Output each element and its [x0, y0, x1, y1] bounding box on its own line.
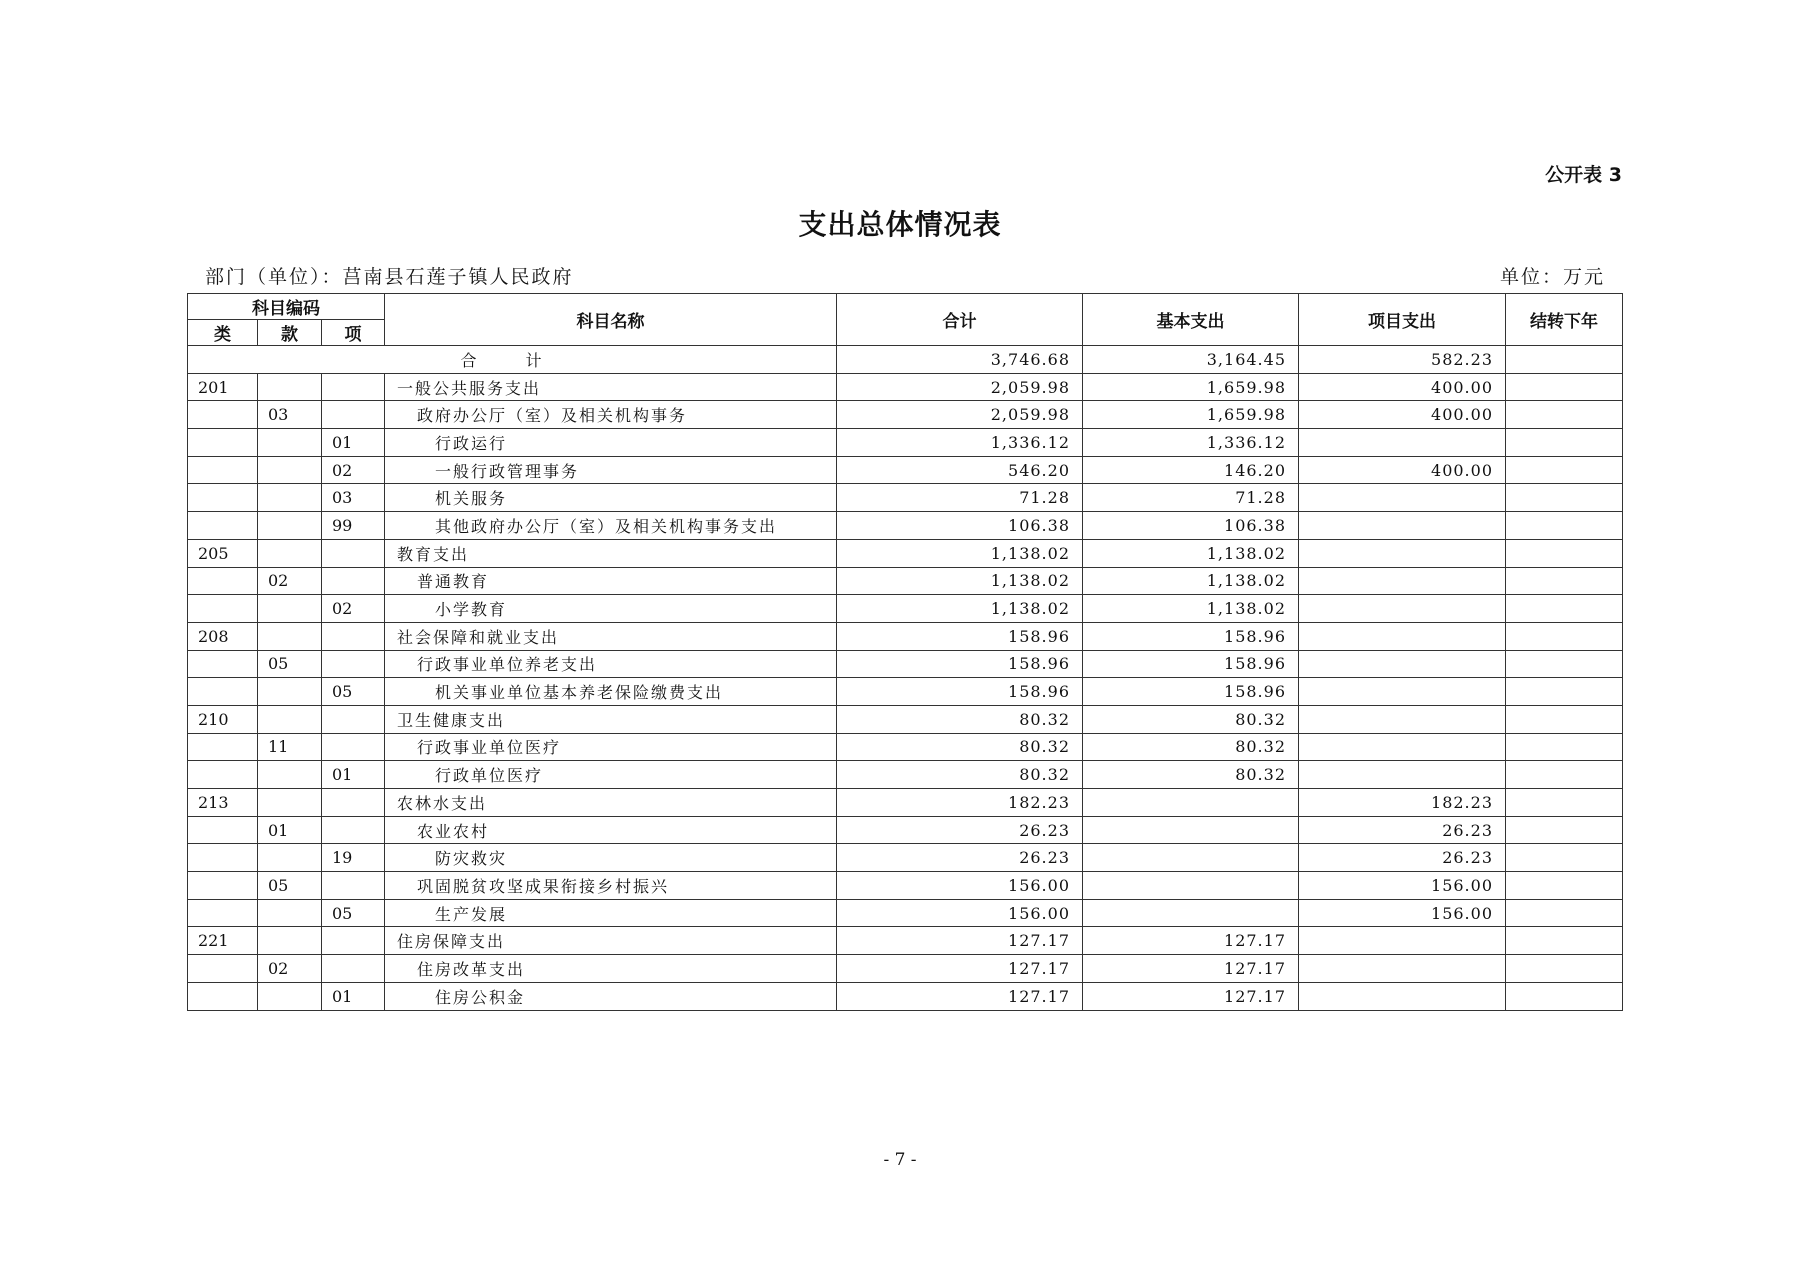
cell-total: 1,138.02 [837, 539, 1083, 567]
cell-kuan [258, 844, 322, 872]
table-row [188, 595, 1623, 623]
cell-name: 行政运行 [385, 429, 837, 457]
cell-xiang [322, 872, 385, 900]
cell-lei [188, 733, 258, 761]
cell-kuan [258, 595, 322, 623]
cell-project [1299, 982, 1506, 1010]
cell-basic: 1,138.02 [1083, 567, 1299, 595]
table-row [188, 401, 1623, 429]
cell-total: 158.96 [837, 622, 1083, 650]
cell-carryover [1506, 539, 1623, 567]
cell-name: 住房公积金 [385, 982, 837, 1010]
cell-basic [1083, 899, 1299, 927]
cell-lei [188, 955, 258, 983]
header-kuan: 款 [258, 320, 322, 346]
cell-total: 1,138.02 [837, 567, 1083, 595]
cell-lei: 213 [188, 789, 258, 817]
cell-lei [188, 484, 258, 512]
cell-lei [188, 567, 258, 595]
cell-xiang [322, 733, 385, 761]
cell-kuan [258, 484, 322, 512]
total-project: 582.23 [1299, 346, 1506, 374]
expenditure-table [187, 293, 1623, 1011]
unit-label: 单位：万元 [1499, 266, 1605, 288]
cell-name: 一般公共服务支出 [385, 373, 837, 401]
cell-xiang: 01 [322, 429, 385, 457]
cell-carryover [1506, 373, 1623, 401]
cell-project: 156.00 [1299, 872, 1506, 900]
cell-name: 防灾救灾 [385, 844, 837, 872]
cell-basic: 158.96 [1083, 650, 1299, 678]
cell-name: 行政事业单位养老支出 [385, 650, 837, 678]
cell-name: 一般行政管理事务 [385, 456, 837, 484]
cell-carryover [1506, 484, 1623, 512]
cell-basic: 146.20 [1083, 456, 1299, 484]
total-carryover [1506, 346, 1623, 374]
total-total: 3,746.68 [837, 346, 1083, 374]
header-lei: 类 [188, 320, 258, 346]
cell-project: 26.23 [1299, 816, 1506, 844]
cell-lei [188, 844, 258, 872]
cell-kuan: 11 [258, 733, 322, 761]
table-row [188, 650, 1623, 678]
cell-project [1299, 761, 1506, 789]
cell-total: 127.17 [837, 927, 1083, 955]
cell-name: 住房改革支出 [385, 955, 837, 983]
cell-basic: 80.32 [1083, 761, 1299, 789]
cell-basic: 1,138.02 [1083, 595, 1299, 623]
cell-project: 182.23 [1299, 789, 1506, 817]
table-row [188, 927, 1623, 955]
cell-xiang [322, 816, 385, 844]
cell-kuan [258, 761, 322, 789]
cell-name: 卫生健康支出 [385, 705, 837, 733]
table-row [188, 761, 1623, 789]
cell-lei [188, 595, 258, 623]
cell-basic: 1,659.98 [1083, 373, 1299, 401]
table-row [188, 899, 1623, 927]
cell-total: 127.17 [837, 955, 1083, 983]
cell-carryover [1506, 733, 1623, 761]
cell-lei [188, 456, 258, 484]
table-row [188, 373, 1623, 401]
cell-project [1299, 595, 1506, 623]
cell-project [1299, 705, 1506, 733]
cell-kuan: 05 [258, 872, 322, 900]
cell-carryover [1506, 650, 1623, 678]
cell-name: 农业农村 [385, 816, 837, 844]
cell-lei: 208 [188, 622, 258, 650]
cell-total: 26.23 [837, 816, 1083, 844]
cell-xiang [322, 539, 385, 567]
cell-carryover [1506, 982, 1623, 1010]
table-row [188, 539, 1623, 567]
table-row [188, 733, 1623, 761]
cell-total: 156.00 [837, 899, 1083, 927]
cell-lei [188, 816, 258, 844]
cell-carryover [1506, 899, 1623, 927]
cell-name: 机关服务 [385, 484, 837, 512]
cell-lei [188, 872, 258, 900]
cell-xiang: 02 [322, 595, 385, 623]
cell-basic: 106.38 [1083, 512, 1299, 540]
table-row [188, 456, 1623, 484]
cell-xiang: 02 [322, 456, 385, 484]
cell-carryover [1506, 927, 1623, 955]
cell-kuan: 05 [258, 650, 322, 678]
cell-xiang: 19 [322, 844, 385, 872]
cell-xiang: 01 [322, 982, 385, 1010]
cell-basic: 158.96 [1083, 678, 1299, 706]
cell-name: 普通教育 [385, 567, 837, 595]
department-label: 部门（单位）：莒南县石莲子镇人民政府 [205, 266, 574, 288]
cell-total: 106.38 [837, 512, 1083, 540]
table-row [188, 816, 1623, 844]
cell-project: 400.00 [1299, 456, 1506, 484]
cell-carryover [1506, 401, 1623, 429]
cell-name: 巩固脱贫攻坚成果衔接乡村振兴 [385, 872, 837, 900]
cell-total: 182.23 [837, 789, 1083, 817]
cell-project [1299, 567, 1506, 595]
cell-total: 127.17 [837, 982, 1083, 1010]
cell-name: 生产发展 [385, 899, 837, 927]
cell-kuan: 03 [258, 401, 322, 429]
cell-project [1299, 955, 1506, 983]
page-number: - 7 - [883, 1150, 917, 1170]
cell-project: 156.00 [1299, 899, 1506, 927]
cell-kuan [258, 899, 322, 927]
cell-kuan: 01 [258, 816, 322, 844]
header-code-group: 科目编码 [188, 294, 385, 320]
cell-project [1299, 539, 1506, 567]
cell-kuan [258, 456, 322, 484]
cell-kuan [258, 512, 322, 540]
cell-name: 其他政府办公厅（室）及相关机构事务支出 [385, 512, 837, 540]
cell-name: 社会保障和就业支出 [385, 622, 837, 650]
cell-basic: 80.32 [1083, 705, 1299, 733]
cell-total: 2,059.98 [837, 401, 1083, 429]
table-row [188, 789, 1623, 817]
table-row [188, 872, 1623, 900]
table-row [188, 705, 1623, 733]
table-body [188, 346, 1623, 1011]
cell-name: 行政事业单位医疗 [385, 733, 837, 761]
cell-lei [188, 429, 258, 457]
cell-kuan [258, 678, 322, 706]
cell-kuan [258, 789, 322, 817]
cell-total: 1,138.02 [837, 595, 1083, 623]
header-xiang: 项 [322, 320, 385, 346]
header-carryover: 结转下年 [1506, 294, 1623, 346]
cell-total: 80.32 [837, 705, 1083, 733]
cell-project [1299, 429, 1506, 457]
page-title: 支出总体情况表 [798, 208, 1002, 241]
cell-carryover [1506, 705, 1623, 733]
cell-xiang: 99 [322, 512, 385, 540]
table-row [188, 484, 1623, 512]
table-row [188, 844, 1623, 872]
cell-basic: 1,659.98 [1083, 401, 1299, 429]
cell-total: 158.96 [837, 678, 1083, 706]
cell-project: 26.23 [1299, 844, 1506, 872]
cell-basic: 80.32 [1083, 733, 1299, 761]
cell-basic: 1,138.02 [1083, 539, 1299, 567]
cell-carryover [1506, 595, 1623, 623]
cell-carryover [1506, 456, 1623, 484]
cell-total: 158.96 [837, 650, 1083, 678]
cell-name: 机关事业单位基本养老保险缴费支出 [385, 678, 837, 706]
cell-carryover [1506, 761, 1623, 789]
total-label: 合 计 [188, 346, 837, 374]
cell-total: 2,059.98 [837, 373, 1083, 401]
cell-kuan [258, 539, 322, 567]
table-identifier: 公开表 3 [1545, 164, 1622, 186]
cell-total: 80.32 [837, 733, 1083, 761]
cell-xiang [322, 373, 385, 401]
cell-carryover [1506, 429, 1623, 457]
cell-carryover [1506, 567, 1623, 595]
cell-basic: 71.28 [1083, 484, 1299, 512]
cell-total: 71.28 [837, 484, 1083, 512]
total-basic: 3,164.45 [1083, 346, 1299, 374]
cell-carryover [1506, 678, 1623, 706]
cell-basic [1083, 844, 1299, 872]
cell-project [1299, 622, 1506, 650]
cell-lei: 205 [188, 539, 258, 567]
cell-total: 80.32 [837, 761, 1083, 789]
cell-lei [188, 512, 258, 540]
cell-project [1299, 484, 1506, 512]
cell-kuan: 02 [258, 567, 322, 595]
cell-project [1299, 927, 1506, 955]
cell-lei [188, 650, 258, 678]
table-row [188, 982, 1623, 1010]
header-total: 合计 [837, 294, 1083, 346]
cell-basic: 127.17 [1083, 982, 1299, 1010]
cell-lei [188, 761, 258, 789]
cell-name: 小学教育 [385, 595, 837, 623]
cell-xiang [322, 705, 385, 733]
cell-lei: 221 [188, 927, 258, 955]
cell-carryover [1506, 816, 1623, 844]
cell-project: 400.00 [1299, 401, 1506, 429]
total-row [188, 346, 1623, 374]
cell-xiang [322, 567, 385, 595]
cell-carryover [1506, 844, 1623, 872]
cell-kuan [258, 373, 322, 401]
cell-xiang [322, 789, 385, 817]
cell-project [1299, 650, 1506, 678]
header-project: 项目支出 [1299, 294, 1506, 346]
cell-xiang [322, 955, 385, 983]
cell-name: 住房保障支出 [385, 927, 837, 955]
cell-total: 26.23 [837, 844, 1083, 872]
cell-xiang: 05 [322, 899, 385, 927]
cell-lei: 210 [188, 705, 258, 733]
cell-project: 400.00 [1299, 373, 1506, 401]
table-row [188, 512, 1623, 540]
cell-name: 行政单位医疗 [385, 761, 837, 789]
cell-carryover [1506, 622, 1623, 650]
cell-xiang [322, 622, 385, 650]
table-row [188, 678, 1623, 706]
cell-basic: 127.17 [1083, 955, 1299, 983]
cell-total: 1,336.12 [837, 429, 1083, 457]
cell-kuan [258, 622, 322, 650]
cell-basic: 127.17 [1083, 927, 1299, 955]
cell-project [1299, 512, 1506, 540]
cell-lei [188, 899, 258, 927]
cell-name: 农林水支出 [385, 789, 837, 817]
cell-lei [188, 401, 258, 429]
cell-lei [188, 982, 258, 1010]
table-row [188, 567, 1623, 595]
cell-basic: 158.96 [1083, 622, 1299, 650]
header-basic: 基本支出 [1083, 294, 1299, 346]
cell-carryover [1506, 512, 1623, 540]
cell-basic [1083, 789, 1299, 817]
cell-basic [1083, 816, 1299, 844]
cell-xiang: 01 [322, 761, 385, 789]
cell-lei: 201 [188, 373, 258, 401]
cell-kuan [258, 982, 322, 1010]
cell-carryover [1506, 872, 1623, 900]
cell-kuan: 02 [258, 955, 322, 983]
header-name: 科目名称 [385, 294, 837, 346]
cell-xiang: 03 [322, 484, 385, 512]
cell-name: 教育支出 [385, 539, 837, 567]
cell-kuan [258, 705, 322, 733]
cell-lei [188, 678, 258, 706]
table-row [188, 429, 1623, 457]
cell-carryover [1506, 789, 1623, 817]
cell-basic [1083, 872, 1299, 900]
cell-total: 156.00 [837, 872, 1083, 900]
cell-xiang [322, 650, 385, 678]
cell-xiang: 05 [322, 678, 385, 706]
cell-name: 政府办公厅（室）及相关机构事务 [385, 401, 837, 429]
cell-xiang [322, 401, 385, 429]
cell-xiang [322, 927, 385, 955]
cell-kuan [258, 927, 322, 955]
cell-carryover [1506, 955, 1623, 983]
cell-basic: 1,336.12 [1083, 429, 1299, 457]
cell-total: 546.20 [837, 456, 1083, 484]
cell-project [1299, 733, 1506, 761]
cell-kuan [258, 429, 322, 457]
cell-project [1299, 678, 1506, 706]
table-row [188, 955, 1623, 983]
table-row [188, 622, 1623, 650]
